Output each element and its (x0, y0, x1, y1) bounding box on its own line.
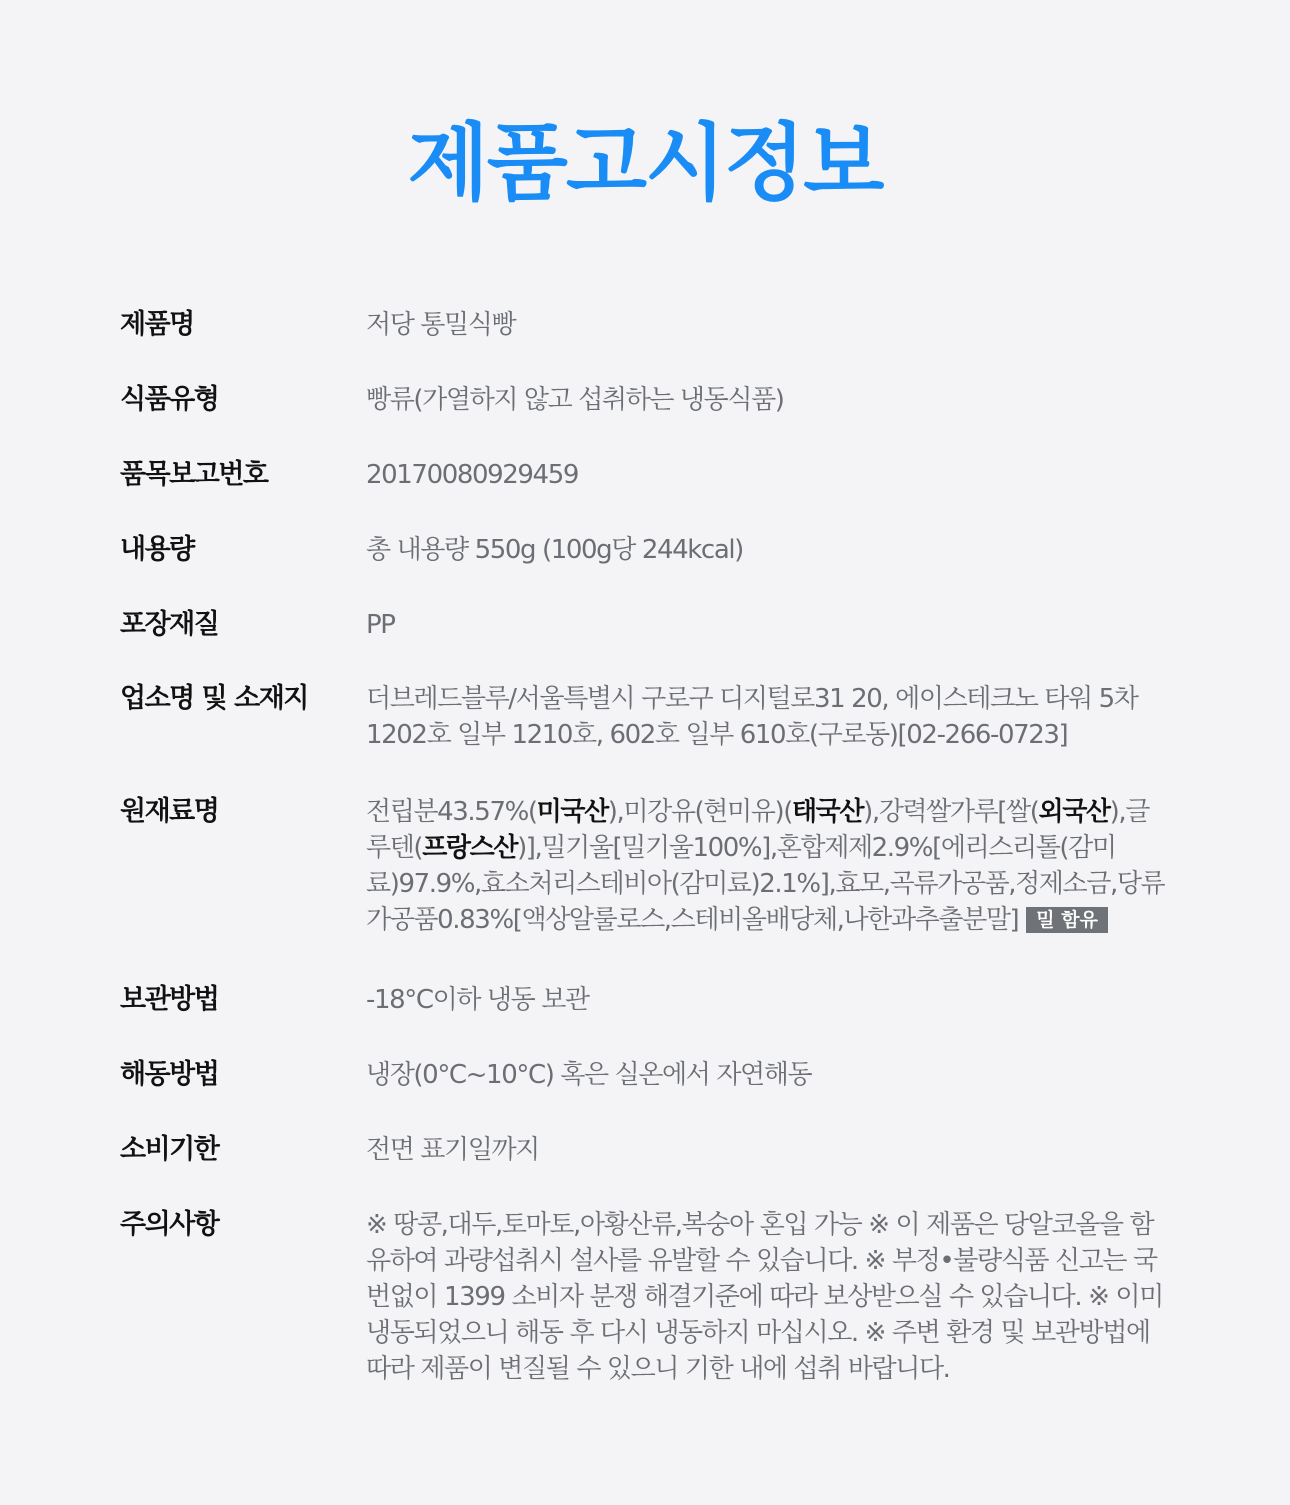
origin-highlight: 외국산 (1038, 797, 1110, 827)
row-value: 20170080929459 (366, 460, 578, 490)
page-title: 제품고시정보 (407, 114, 883, 212)
ingredient-segment: 전립분43.57%( (366, 797, 537, 827)
row-value: 전면 표기일까지 (366, 1135, 539, 1165)
row-value: 더브레드블루/서울특별시 구로구 디지털로31 20, 에이스테크노 타워 5차 1202호 일부 1210호, 602호 일부 610호(구로동)[02-266-0723] (366, 684, 1138, 750)
row-label: 식품유형 (120, 384, 219, 415)
ingredient-segment: ),미강유(현미유)( (607, 797, 792, 827)
row-label: 주의사항 (120, 1209, 219, 1240)
row-label: 제품명 (120, 309, 194, 340)
ingredient-segment: ),글루텐( (366, 797, 1149, 863)
row-label: 업소명 및 소재지 (120, 683, 308, 714)
row-value: 빵류(가열하지 않고 섭취하는 냉동식품) (366, 385, 784, 415)
allergen-badge: 밀 함유 (1026, 907, 1108, 933)
origin-highlight: 프랑스산 (422, 833, 518, 863)
row-label: 보관방법 (120, 984, 219, 1015)
row-label: 포장재질 (120, 609, 219, 640)
row-value: -18°C이하 냉동 보관 (366, 985, 589, 1015)
row-value: PP (366, 610, 395, 640)
row-label: 소비기한 (120, 1134, 219, 1165)
row-label: 품목보고번호 (120, 459, 268, 490)
origin-highlight: 태국산 (791, 797, 864, 827)
row-label: 원재료명 (120, 796, 219, 827)
row-value: 총 내용량 550g (100g당 244kcal) (366, 535, 743, 565)
ingredient-segment: )],밀기울[밀기울100%],혼합제제2.9%[에리스리톨(감미료)97.9%,효소처리스테비아(감미료)2.1%],효모,곡류가공품,정제소금,당류가공품0.83%[액상알룰로스,스테비올배당체,나한과추출분말] (366, 833, 1165, 935)
row-value: 저당 통밀식빵 (366, 310, 516, 340)
row-label: 해동방법 (120, 1059, 219, 1090)
row-label: 내용량 (120, 534, 194, 565)
origin-highlight: 미국산 (536, 797, 608, 827)
row-value: ※ 땅콩,대두,토마토,아황산류,복숭아 혼입 가능 ※ 이 제품은 당알코올을 함유하여 과량섭취시 설사를 유발할 수 있습니다. ※ 부정•불량식품 신고는 국번없이 1399 소비자 분쟁 해결기준에 따라 보상받으실 수 있습니다. ※ 이미 냉동되었으니 해동 후 다시 냉동하지 마십시오. ※ 주변 환경 및 보관방법에 따라 제품이 변질될 수 있으니 기한 내에 섭취 바랍니다. (366, 1210, 1163, 1384)
ingredient-segment: ),강력쌀가루[쌀( (863, 797, 1039, 827)
row-value: 냉장(0°C~10°C) 혹은 실온에서 자연해동 (366, 1060, 812, 1090)
ingredients-value (366, 794, 1171, 938)
